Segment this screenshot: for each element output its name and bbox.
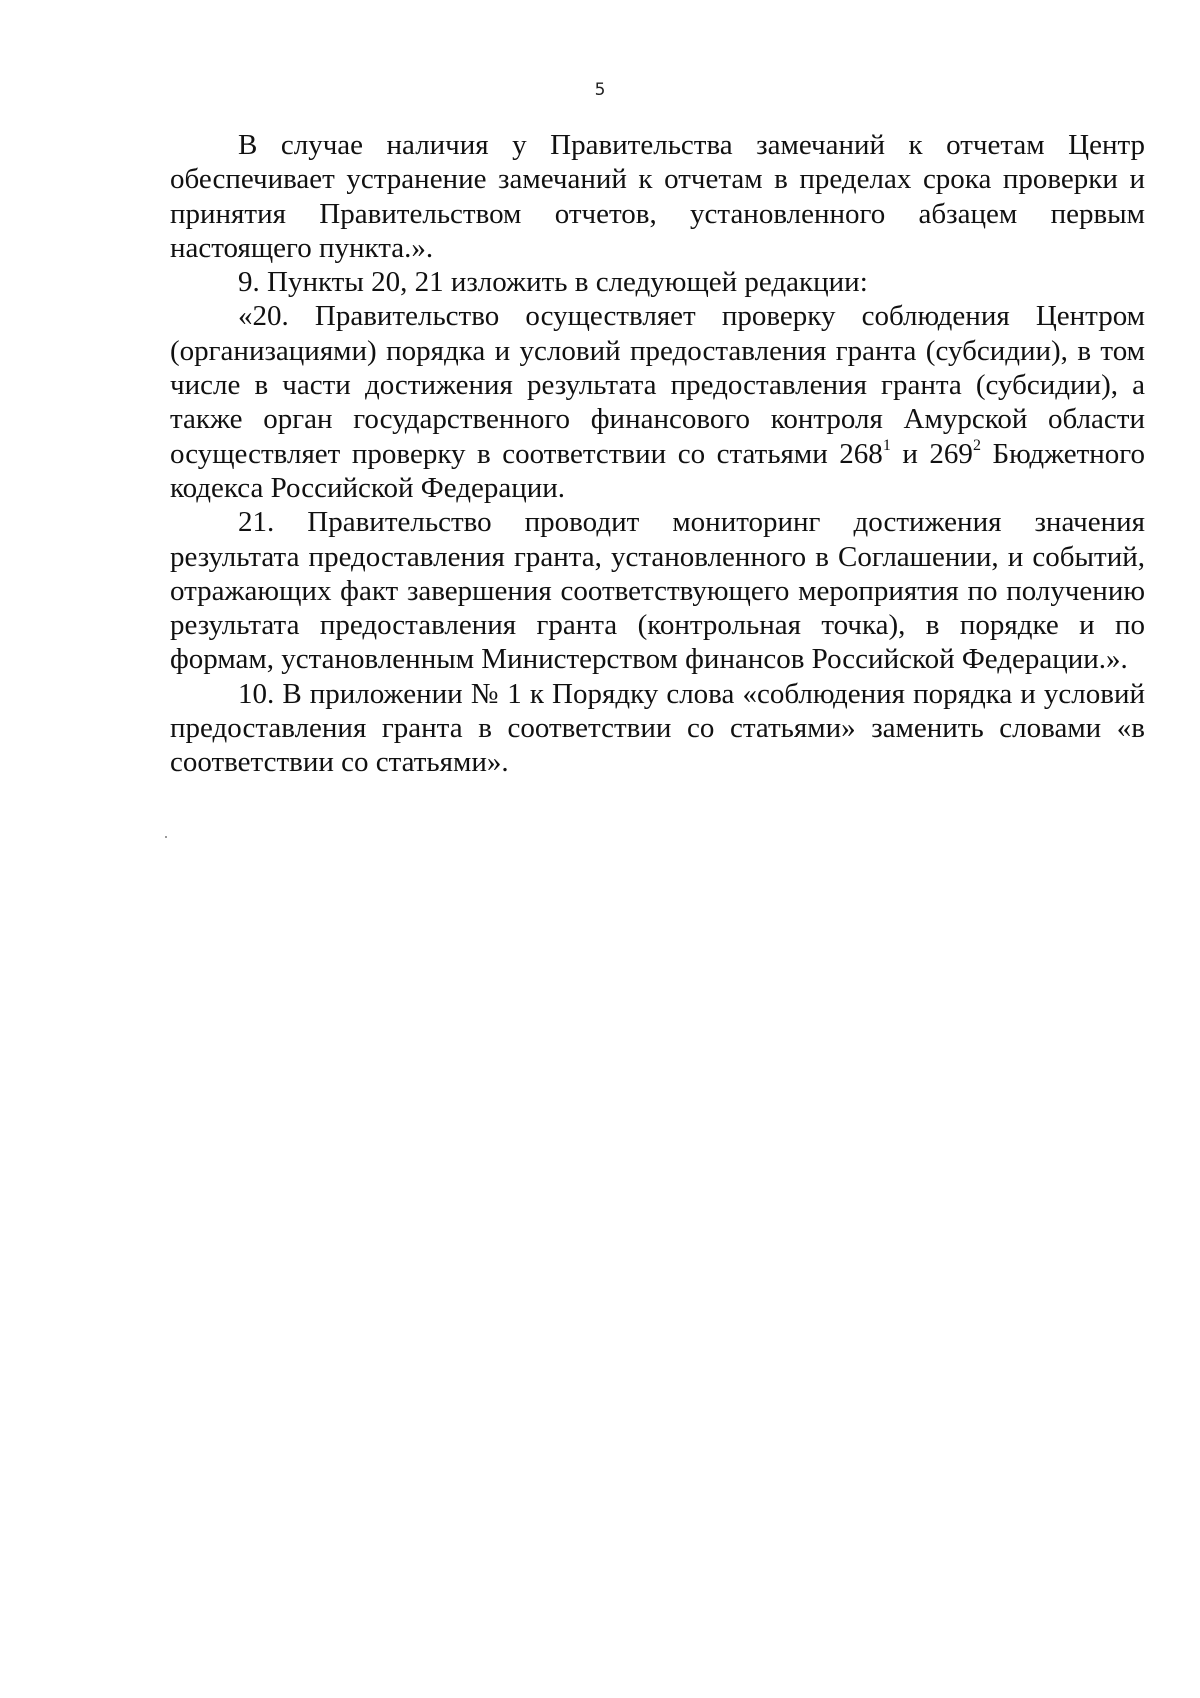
superscript-article-269: 2 (972, 436, 981, 454)
superscript-article-268: 1 (882, 436, 891, 454)
paragraph-item-9: 9. Пункты 20, 21 изложить в следующей редакции: (238, 266, 868, 299)
paragraph-item-20 (170, 299, 1145, 505)
document-body (170, 128, 1145, 780)
item-20-text-part-c: Бюджетного кодекса Российской Федерации. (170, 437, 1145, 504)
paragraph-report-remarks: В случае наличия у Правительства замечаний к отчетам Центр обеспечивает устранение замечаний к отчетам в пределах срока проверки и принятия Правительством отчетов, установленного абзацем первым настоящего пункта.». (170, 129, 1145, 264)
item-20-text-part-b: и 269 (890, 437, 973, 470)
item-20-text-part-a: «20. Правительство осуществляет проверку соблюдения Центром (организациями) порядка и условий предоставления гранта (субсидии), в том числе в части достижения результата предоставления гранта (субсидии), а также орган государственного финансового контроля Амурской области осуществляет проверку в соответствии со статьями 268 (170, 300, 1145, 470)
scan-speck (165, 836, 167, 838)
page-number: 5 (594, 80, 606, 100)
paragraph-item-10: 10. В приложении № 1 к Порядку слова «соблюдения порядка и условий предоставления гранта в соответствии со статьями» заменить словами «в соответствии со статьями». (170, 677, 1145, 779)
paragraph-item-21: 21. Правительство проводит мониторинг достижения значения результата предоставления гранта, установленного в Соглашении, и событий, отражающих факт завершения соответствующего мероприятия по получению результата предоставления гранта (контрольная точка), в порядке и по формам, установленным Министерством финансов Российской Федерации.». (170, 506, 1145, 676)
